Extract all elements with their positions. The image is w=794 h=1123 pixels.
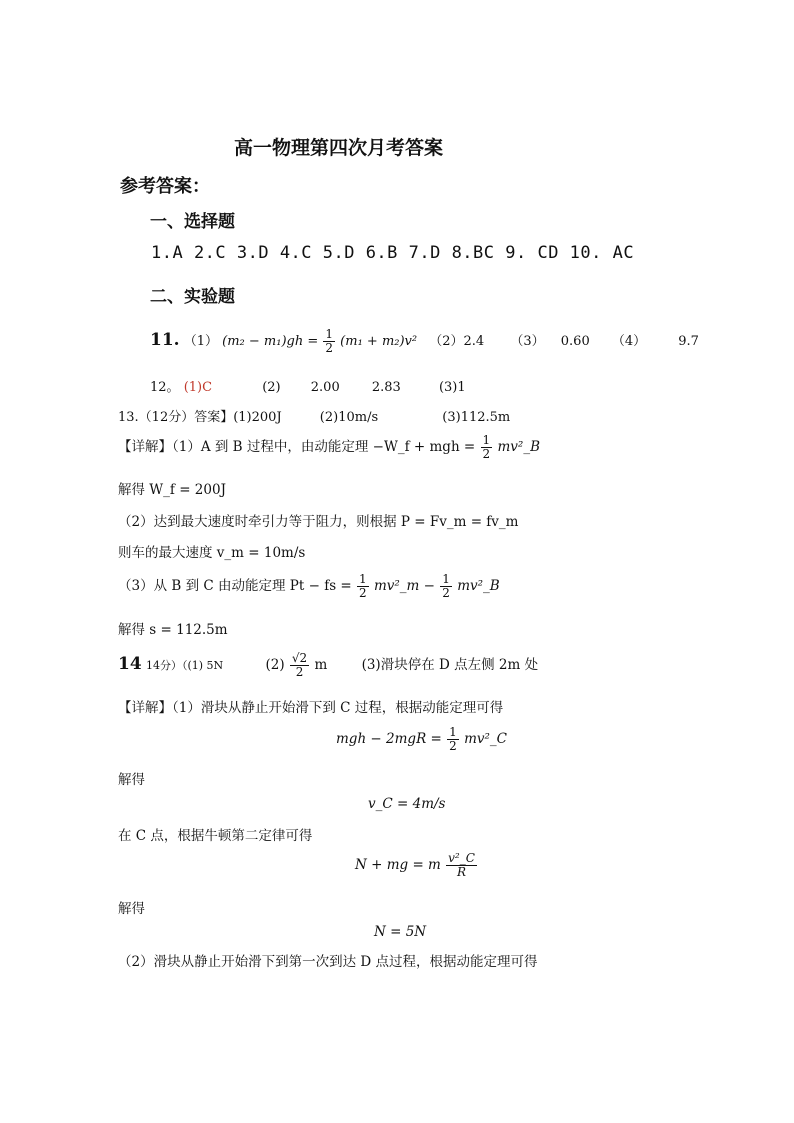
- q12-value2a: 2.00: [310, 380, 340, 395]
- q12-answer3: (3)1: [438, 380, 466, 395]
- q11-half-fraction: $\frac{1}{2}$: [325, 327, 334, 355]
- q14-score: 14分）（(1) 5N: [145, 659, 224, 672]
- q13-half-fraction-1: $\frac{1}{2}$: [482, 433, 491, 461]
- q14-jiede1: 解得: [118, 772, 145, 788]
- q11-number: 11.: [150, 330, 180, 350]
- q11-value4: 9.7: [678, 334, 699, 349]
- q14-eq2: v_C = 4m/s: [368, 796, 446, 812]
- section-multiple-choice: 一、选择题: [150, 212, 235, 232]
- q14-vc-fraction: $\frac{\text{v²\_C}}{R}$: [448, 851, 475, 879]
- section-experiment: 二、实验题: [150, 287, 235, 307]
- q14-answer3: (3)滑块停在 D 点左侧 2m 处: [361, 657, 539, 673]
- mc-answers: 1.A 2.C 3.D 4.C 5.D 6.B 7.D 8.BC 9. CD 10. AC: [151, 243, 635, 263]
- q13-answer2: (2)10m/s: [319, 410, 379, 425]
- q13-solve1: 解得 W_f = 200J: [118, 482, 226, 498]
- q11-part1: （1）: [183, 334, 218, 349]
- q11-eq-left: (m₂ − m₁)gh =: [222, 334, 319, 349]
- q13-answer3: (3)112.5m: [442, 410, 511, 425]
- q14-jiede2: 解得: [118, 901, 145, 917]
- q11-part3: （3）: [510, 334, 545, 349]
- q13-line2: （2）达到最大速度时牵引力等于阻力，则根据 P = Fv_m = fv_m: [118, 514, 519, 530]
- q13-answer1: 13.（12分）答案】(1)200J: [118, 410, 282, 425]
- q12-value2b: 2.83: [371, 380, 401, 395]
- q13-half-fraction-3: $\frac{1}{2}$: [442, 572, 450, 600]
- page-title: 高一物理第四次月考答案: [234, 137, 444, 159]
- q14-detail1: 【详解】（1）滑块从静止开始滑下到 C 过程，根据动能定理可得: [118, 700, 504, 716]
- q12-line: [150, 376, 466, 395]
- q11-part2: （2）2.4: [429, 334, 485, 349]
- q14-eq3: N + mg = m $\frac{\text{v²\_C}}{R}$: [355, 851, 475, 879]
- q11-eq-right: (m₁ + m₂)v²: [340, 334, 418, 349]
- q14-sqrt2-fraction: $\frac{√2}{2}$: [291, 651, 308, 679]
- q14-number: 14: [118, 654, 142, 674]
- q13-line3: 则车的最大速度 v_m = 10m/s: [118, 545, 306, 561]
- q13-solve3: 解得 s = 112.5m: [118, 622, 228, 638]
- q11-part4: （4）: [611, 334, 647, 349]
- q11-value3: 0.60: [560, 334, 590, 349]
- q12-answer1: (1)C: [183, 380, 213, 395]
- q14-at-c: 在 C 点，根据牛顿第二定律可得: [118, 828, 313, 844]
- q14-detail2: （2）滑块从静止开始滑下到第一次到达 D 点过程，根据动能定理可得: [118, 954, 538, 970]
- q14-header: 14 14分）（(1) 5N (2) $\frac{√2}{2}$ m (3)滑块停在 D 点左侧 2m 处: [118, 651, 539, 679]
- q12-number: 12。: [150, 380, 180, 395]
- q11-line: [150, 328, 699, 355]
- q14-eq1: mgh − 2mgR = $\frac{1}{2}$ mv²_C: [336, 725, 507, 753]
- q14-eq4: N = 5N: [374, 924, 427, 940]
- q14-answer2: (2): [265, 657, 285, 673]
- q13-half-fraction-2: $\frac{1}{2}$: [359, 572, 367, 600]
- ref-answers-heading: 参考答案：: [120, 176, 210, 197]
- q13-line4: （3）从 B 到 C 由动能定理 Pt − fs = $\frac{1}{2}$ mv²_m − $\frac{1}{2}$ mv²_B: [118, 572, 500, 600]
- q13-detail1: 【详解】（1）A 到 B 过程中，由动能定理 −W_f + mgh = $\frac{1}{2}$ mv²_B: [118, 433, 540, 461]
- q12-part2: (2): [262, 380, 281, 395]
- q13-header: [118, 406, 510, 425]
- q14-half-fraction: $\frac{1}{2}$: [449, 725, 457, 753]
